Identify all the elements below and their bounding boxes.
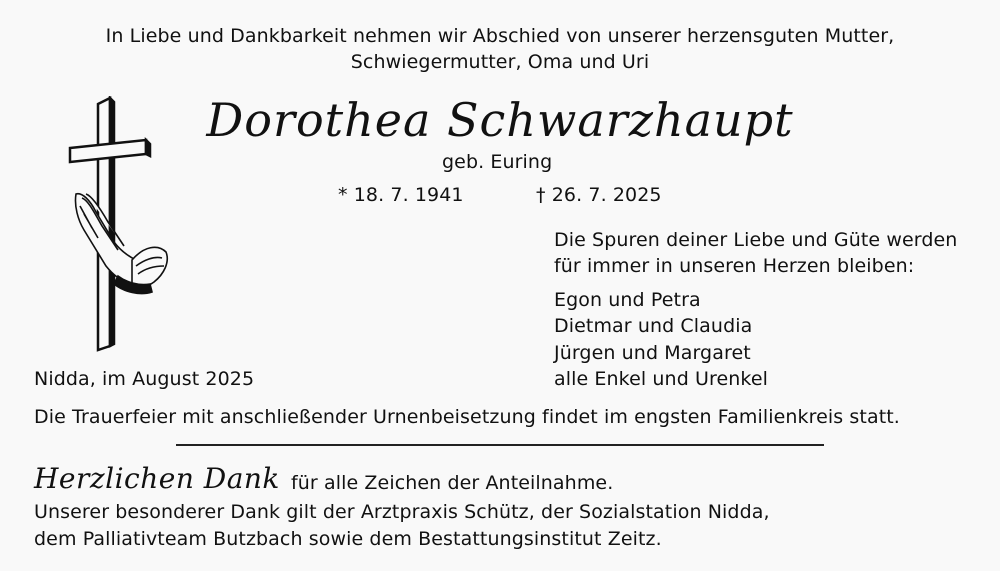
mourner-4: alle Enkel und Urenkel	[554, 368, 769, 390]
deceased-name: Dorothea Schwarzhaupt	[206, 93, 794, 147]
death-date: † 26. 7. 2025	[536, 184, 662, 206]
cross-with-praying-hands-icon	[62, 96, 172, 352]
mourner-2: Dietmar und Claudia	[554, 315, 753, 337]
quote-line-1: Die Spuren deiner Liebe und Güte werden	[554, 229, 958, 251]
thanks-heading-suffix: für alle Zeichen der Anteilnahme.	[291, 472, 614, 494]
birth-name: geb. Euring	[442, 151, 553, 173]
quote-line-2: für immer in unseren Herzen bleiben:	[554, 255, 915, 277]
mourner-1: Egon und Petra	[554, 289, 701, 311]
birth-date: * 18. 7. 1941	[338, 184, 464, 206]
thanks-heading: Herzlichen Dank	[34, 462, 280, 495]
place-date: Nidda, im August 2025	[34, 368, 255, 390]
funeral-note: Die Trauerfeier mit anschließender Urnenbeisetzung findet im engsten Familienkreis statt.	[34, 406, 900, 428]
intro-line-2: Schwiegermutter, Oma und Uri	[350, 51, 650, 73]
thanks-line-1: Unserer besonderer Dank gilt der Arztpraxis Schütz, der Sozialstation Nidda,	[34, 501, 770, 523]
thanks-line-2: dem Palliativteam Butzbach sowie dem Bestattungsinstitut Zeitz.	[34, 528, 662, 550]
mourner-3: Jürgen und Margaret	[554, 342, 751, 364]
divider-line	[176, 444, 824, 446]
intro-line-1: In Liebe und Dankbarkeit nehmen wir Abschied von unserer herzensguten Mutter,	[105, 25, 895, 47]
